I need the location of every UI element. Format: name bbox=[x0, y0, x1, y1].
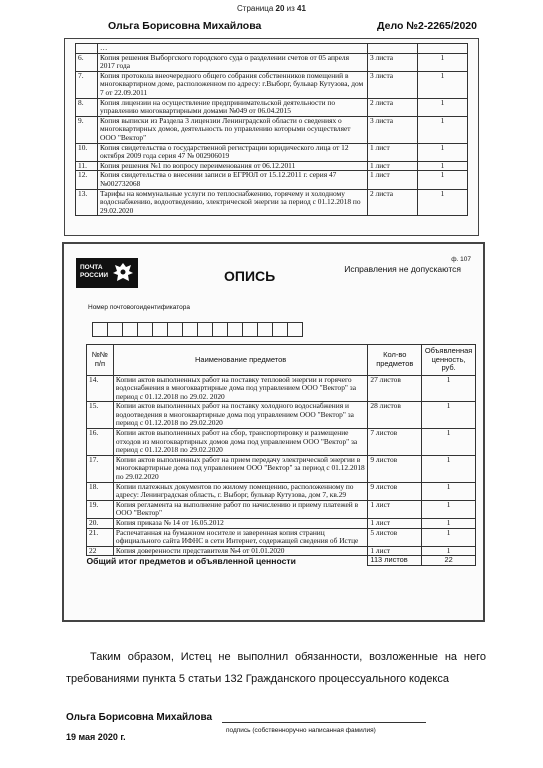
cell-number: 7. bbox=[76, 71, 98, 98]
cell-quantity: 1 лист bbox=[368, 171, 418, 189]
table-row bbox=[87, 519, 476, 529]
tracking-digit-box bbox=[197, 322, 213, 337]
cell-item-name: Копия регламента на выполнение работ по начислению и приему платежей в ООО "Вектор" bbox=[113, 500, 368, 518]
total-row bbox=[87, 556, 476, 566]
cell-declared-value: 1 bbox=[422, 375, 476, 402]
table-row bbox=[87, 500, 476, 518]
cell-declared-value: 1 bbox=[418, 143, 468, 161]
cell-quantity: 1 лист bbox=[368, 500, 422, 518]
col-header-qty: Кол-во предметов bbox=[368, 345, 422, 376]
cell-quantity bbox=[368, 44, 418, 54]
cell-item-name: Копии актов выполненных работ на поставку тепловой энергии и горячего водоснабжения в многоквартирные дома под управлением ООО "Вектор" за период с 01.12.2018 по 29.02. 2020 bbox=[113, 375, 368, 402]
tracking-digit-box bbox=[242, 322, 258, 337]
logo-line2: РОССИИ bbox=[80, 272, 109, 279]
tracking-digit-box bbox=[182, 322, 198, 337]
tracking-label: Номер почтовогоидентификатора bbox=[88, 304, 190, 311]
cell-number: 18. bbox=[87, 482, 114, 500]
cell-declared-value: 1 bbox=[418, 161, 468, 171]
cell-declared-value: 1 bbox=[418, 71, 468, 98]
col-header-value: Объявленная ценность, руб. bbox=[422, 345, 476, 376]
cell-declared-value: 1 bbox=[418, 116, 468, 143]
cell-item-name: Копии актов выполненных работ на прием передачу электрической энергии в многоквартирные дома под управлением ООО "Вектор" за период с 01.12.2018 по 29.02.2020 bbox=[113, 455, 368, 482]
tracking-digit-box bbox=[107, 322, 123, 337]
form-title: ОПИСЬ bbox=[224, 268, 276, 284]
cell-item-name: Тарифы на коммунальные услуги по теплоснабжению, горячему и холодному водоснабжению, водоотведению, электрической энергии за период с 01.12.2018 по 29.02.2020 bbox=[98, 189, 368, 216]
cell-quantity: 9 листов bbox=[368, 482, 422, 500]
header-person: Ольга Борисовна Михайлова bbox=[108, 20, 262, 32]
table-header-row bbox=[87, 345, 476, 376]
cell-declared-value: 1 bbox=[422, 528, 476, 546]
signature-caption: подпись (собственноручно написанная фамилия) bbox=[226, 727, 376, 734]
eagle-emblem-icon bbox=[112, 261, 134, 285]
cell-number: 14. bbox=[87, 375, 114, 402]
cell-quantity: 2 листа bbox=[368, 98, 418, 116]
table-row bbox=[87, 528, 476, 546]
cell-number: 21. bbox=[87, 528, 114, 546]
table-row bbox=[76, 98, 468, 116]
cell-number: 20. bbox=[87, 519, 114, 529]
cell-number: 16. bbox=[87, 429, 114, 456]
cell-quantity: 1 лист bbox=[368, 546, 422, 556]
cell-number: 8. bbox=[76, 98, 98, 116]
col-header-no: №№ п/п bbox=[87, 345, 114, 376]
cell-declared-value: 1 bbox=[418, 189, 468, 216]
cell-number: 6. bbox=[76, 53, 98, 71]
page-total: 41 bbox=[297, 4, 306, 13]
corrections-note: Исправления не допускаются bbox=[344, 264, 461, 274]
table-row bbox=[76, 71, 468, 98]
cell-quantity: 2 листа bbox=[368, 189, 418, 216]
page-number bbox=[0, 4, 543, 13]
cell-item-name: Копия приказа № 14 от 16.05.2012 bbox=[113, 519, 368, 529]
tracking-digit-box bbox=[227, 322, 243, 337]
table-row bbox=[87, 546, 476, 556]
cell-quantity: 1 лист bbox=[368, 143, 418, 161]
cell-quantity: 28 листов bbox=[368, 402, 422, 429]
signature-line bbox=[222, 722, 426, 723]
logo-line1: ПОЧТА bbox=[80, 264, 103, 271]
table-row bbox=[76, 53, 468, 71]
cell-declared-value: 1 bbox=[422, 546, 476, 556]
cell-item-name: Копия протокола внеочередного общего собрания собственников помещений в многоквартирном доме, расположенном по адресу: г.Выборг, бульвар Кутузова, дом 7 от 22.09.2011 bbox=[98, 71, 368, 98]
table-row bbox=[76, 143, 468, 161]
table-row bbox=[76, 44, 468, 54]
cell-number: 11. bbox=[76, 161, 98, 171]
total-value: 22 bbox=[422, 556, 476, 566]
table-row bbox=[87, 402, 476, 429]
total-qty: 113 листов bbox=[368, 556, 422, 566]
cell-item-name: Копия доверенности представителя №4 от 01.01.2020 bbox=[113, 546, 368, 556]
cell-number: 9. bbox=[76, 116, 98, 143]
tracking-digit-box bbox=[212, 322, 228, 337]
tracking-number-boxes bbox=[92, 322, 302, 337]
cell-item-name: Копия свидетельства о государственной регистрации юридического лица от 12 октября 2009 года серия 47 № 002906019 bbox=[98, 143, 368, 161]
cell-declared-value: 1 bbox=[418, 171, 468, 189]
cell-number: 15. bbox=[87, 402, 114, 429]
cell-item-name: Копии платежных документов по жилому помещению, расположенному по адресу: Ленинградская область, г. Выборг, бульвар Кутузова, дом 7, кв.29 bbox=[113, 482, 368, 500]
cell-number: 17. bbox=[87, 455, 114, 482]
page-label: Страница bbox=[237, 4, 274, 13]
table-row bbox=[76, 189, 468, 216]
cell-item-name: Копии актов выполненных работ на сбор, транспортировку и размещение отходов из многоквартирных домов дома под управлением ООО "Вектор" за период с 01.12.2018 по 29.02.2020 bbox=[113, 429, 368, 456]
cell-declared-value: 1 bbox=[422, 429, 476, 456]
tracking-digit-box bbox=[167, 322, 183, 337]
table-row bbox=[87, 455, 476, 482]
table-row bbox=[87, 482, 476, 500]
cell-declared-value: 1 bbox=[422, 519, 476, 529]
cell-item-name: Копия свидетельства о внесении записи в ЕГРЮЛ от 15.12.2011 г. серия 47 №002732068 bbox=[98, 171, 368, 189]
body-paragraph: Таким образом, Истец не выполнил обязанности, возложенные на него требованиями пункта 5 статьи 132 Гражданского процессуального кодекса bbox=[66, 651, 486, 685]
cell-quantity: 3 листа bbox=[368, 71, 418, 98]
cell-item-name: … bbox=[98, 44, 368, 54]
col-header-name: Наименование предметов bbox=[113, 345, 368, 376]
tracking-digit-box bbox=[122, 322, 138, 337]
cell-quantity: 7 листов bbox=[368, 429, 422, 456]
cell-number: 13. bbox=[76, 189, 98, 216]
cell-declared-value: 1 bbox=[422, 500, 476, 518]
tracking-digit-box bbox=[92, 322, 108, 337]
cell-quantity: 27 листов bbox=[368, 375, 422, 402]
signature-name: Ольга Борисовна Михайлова bbox=[66, 712, 213, 723]
signature-date: 19 мая 2020 г. bbox=[66, 732, 126, 742]
cell-item-name: Копия решения №1 по вопросу переименования от 06.12.2011 bbox=[98, 161, 368, 171]
cell-number: 19. bbox=[87, 500, 114, 518]
tracking-digit-box bbox=[257, 322, 273, 337]
scanned-inventory-form bbox=[62, 242, 485, 622]
cell-declared-value bbox=[418, 44, 468, 54]
tracking-digit-box bbox=[152, 322, 168, 337]
page-current: 20 bbox=[275, 4, 285, 13]
cell-quantity: 5 листов bbox=[368, 528, 422, 546]
total-label: Общий итог предметов и объявленной ценности bbox=[86, 555, 296, 566]
cell-item-name: Копия выписки из Раздела 3 лицензии Ленинградской области о сведениях о многоквартирных домов, деятельность по управлению которыми осуществляет ООО "Вектор" bbox=[98, 116, 368, 143]
cell-quantity: 3 листа bbox=[368, 53, 418, 71]
cell-quantity: 9 листов bbox=[368, 455, 422, 482]
inventory-table-form bbox=[86, 344, 476, 566]
cell-item-name: Копии актов выполненных работ на поставку холодного водоснабжения и водоотведения в многоквартирные дома под управлением ООО "Вектор" за период с 01.12.2018 по 29.02.2020 bbox=[113, 402, 368, 429]
post-logo bbox=[76, 258, 138, 288]
cell-item-name: Распечатанная на бумажном носителе и заверенная копия страниц официального сайта ИФНС в сети Интернет, содержащей сведения об Истце bbox=[113, 528, 368, 546]
cell-quantity: 1 лист bbox=[368, 519, 422, 529]
cell-item-name: Копия решения Выборгского городского суда о разделении счетов от 05 апреля 2017 года bbox=[98, 53, 368, 71]
tracking-digit-box bbox=[287, 322, 303, 337]
cell-number: 10. bbox=[76, 143, 98, 161]
cell-quantity: 1 лист bbox=[368, 161, 418, 171]
cell-declared-value: 1 bbox=[418, 53, 468, 71]
header-case-number: Дело №2-2265/2020 bbox=[377, 20, 477, 32]
cell-number bbox=[76, 44, 98, 54]
table-row bbox=[87, 375, 476, 402]
cell-number: 22 bbox=[87, 546, 114, 556]
form-number: ф. 107 bbox=[451, 256, 471, 263]
table-row bbox=[76, 171, 468, 189]
scanned-inventory-top bbox=[64, 38, 479, 236]
inventory-table-top bbox=[75, 43, 468, 216]
tracking-digit-box bbox=[272, 322, 288, 337]
tracking-digit-box bbox=[137, 322, 153, 337]
cell-declared-value: 1 bbox=[422, 455, 476, 482]
cell-quantity: 3 листа bbox=[368, 116, 418, 143]
table-row bbox=[87, 429, 476, 456]
table-row bbox=[76, 116, 468, 143]
cell-declared-value: 1 bbox=[422, 402, 476, 429]
cell-number: 12. bbox=[76, 171, 98, 189]
page-of: из bbox=[286, 4, 295, 13]
cell-item-name: Копия лицензии на осуществление предпринимательской деятельности по управлению многоквартирными домами №049 от 06.04.2015 bbox=[98, 98, 368, 116]
cell-declared-value: 1 bbox=[422, 482, 476, 500]
cell-declared-value: 1 bbox=[418, 98, 468, 116]
